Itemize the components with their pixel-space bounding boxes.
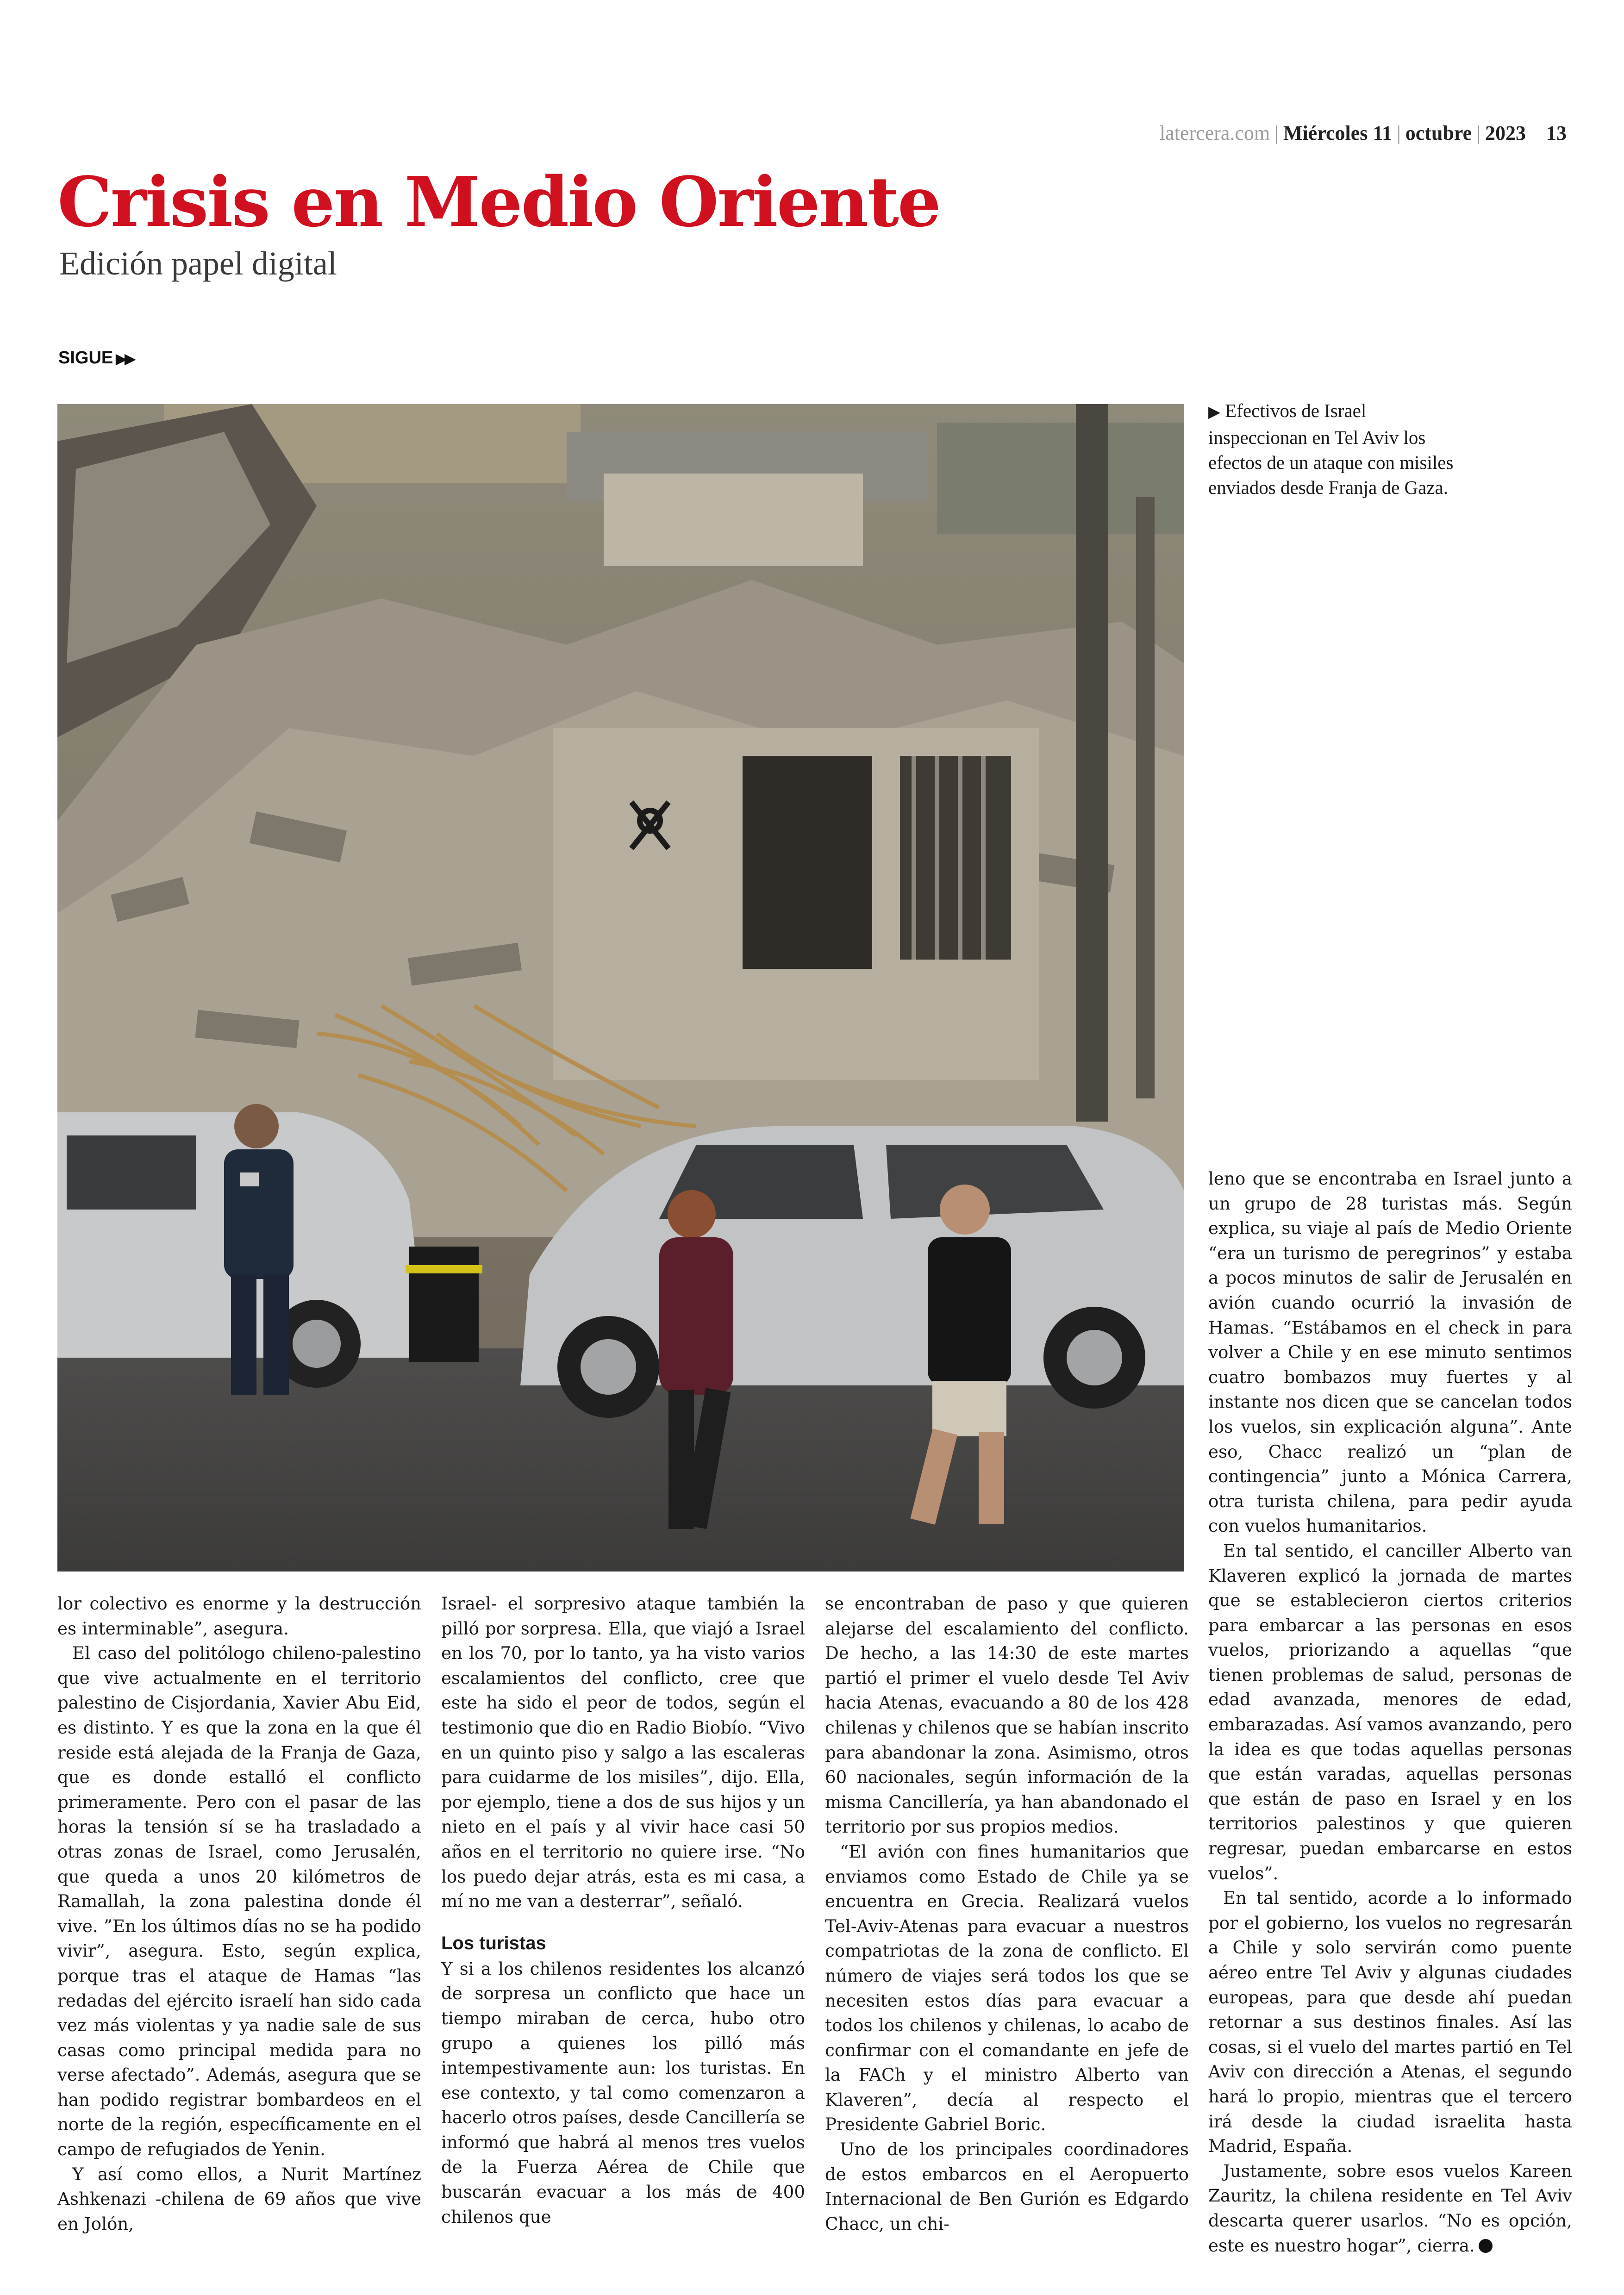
news-photo xyxy=(57,404,1184,1572)
paragraph: El caso del politólogo chileno-palestino que vive actualmente en el territorio palestino de Cisjordania, Xavier Abu Eid, es distinto. Y es que la zona en la que él reside está alejada de la Franja de Gaza, que es donde estalló el conflicto primeramente. Pero con el pasar de las horas la tensión sí se ha trasladado a otras zonas de Israel, como Jerusalén, que queda a unos 20 kilómetros de Ramallah, la zona palestina donde él vive. ”En los últimos días no se ha podido vivir”, asegura. Esto, según explica, porque tras el ataque de Hamas “las redadas del ejército israelí han sido cada vez más violentas y ya nadie sale de sus casas como principal medida para no verse afectado”. Además, asegura que se han podido registrar bombardeos en el norte de la región, específicamente en el campo de refugiados de Yenin. xyxy=(57,1643,421,2160)
section-subtitle: Edición papel digital xyxy=(59,245,337,282)
end-of-article-icon xyxy=(1479,2239,1493,2253)
article-column-4 xyxy=(1208,1166,1572,2258)
article-column-1 xyxy=(57,1591,421,2236)
subhead: Los turistas xyxy=(441,1933,546,1953)
paragraph: se encontraban de paso y que quieren alejarse del escalamiento del conflicto. De hecho, a las 14:30 de este martes partió el primer el vuelo desde Tel Aviv hacia Atenas, evacuando a 80 de los 428 chilenas y chilenos que se habían inscrito para abandonar la zona. Asimismo, otros 60 nacionales, según información de la misma Cancillería, ya han abandonado el territorio por sus propios medios. xyxy=(825,1593,1189,1837)
date-month: octubre xyxy=(1405,122,1472,144)
rubble-street-scene xyxy=(57,404,1184,1572)
paragraph: Uno de los principales coordinadores de estos embarcos en el Aeropuerto Internacional de Ben Gurión es Edgardo Chacc, un chi- xyxy=(825,2139,1189,2234)
date-day: Miércoles 11 xyxy=(1283,122,1392,144)
paragraph: En tal sentido, el canciller Alberto van Klaveren explicó la jornada de martes que se establecieron ciertos criterios para embarcar a las personas en esos vuelos, priorizando a aquellas “que tienen problemas de salud, personas de edad avanzada, menores de edad, embarazadas. Así vamos avanzando, pero la idea es que todas aquellas personas que están varadas, aquellas personas que están de paso en Israel y en los territorios palestinos y que quieren regresar, puedan embarcarse en estos vuelos”. xyxy=(1208,1540,1572,1883)
page-number: 13 xyxy=(1546,122,1567,144)
paragraph: “El avión con fines humanitarios que enviamos como Estado de Chile ya se encuentra en Grecia. Realizará vuelos Tel-Aviv-Atenas para evacuar a nuestros compatriotas de la zona de conflicto. El número de viajes será todos los que se necesiten estos días para evacuar a todos los chilenos y chilenas, lo acabo de confirmar con el comandante en jefe de la FACh y el ministro Alberto van Klaveren”, decía al respecto el Presidente Gabriel Boric. xyxy=(825,1841,1189,2135)
final-paragraph-text: Justamente, sobre esos vuelos Kareen Zauritz, la chilena residente en Tel Aviv descarta querer usarlos. “No es opción, este es nuestro hogar”, cierra. xyxy=(1208,2160,1572,2256)
double-arrow-icon: ▶▶ xyxy=(116,351,134,367)
photo-caption xyxy=(1208,398,1468,500)
page-folio: latercera.com | Miércoles 11 | octubre | 2023 13 xyxy=(1160,122,1567,144)
site-name: latercera.com xyxy=(1160,122,1270,144)
paragraph: lor colectivo es enorme y la destrucción es interminable”, asegura. xyxy=(57,1593,421,1639)
paragraph xyxy=(1208,2159,1572,2258)
date-year: 2023 xyxy=(1485,122,1526,144)
section-title: Crisis en Medio Oriente xyxy=(57,162,940,242)
paragraph: Y si a los chilenos residentes los alcanzó de sorpresa un conflicto que hace un tiempo miraban de cerca, hubo otro grupo a quienes los pilló más intempestivamente aun: los turistas. En ese contexto, y tal como comenzaron a hacerlo otros países, desde Cancillería se informó que habrá al menos tres vuelos de la Fuerza Aérea de Chile que buscarán evacuar a los más de 400 chilenos que xyxy=(441,1958,805,2227)
article-column-3 xyxy=(825,1591,1189,2236)
continues-marker xyxy=(58,348,133,368)
paragraph: En tal sentido, acorde a lo informado por el gobierno, los vuelos no regresarán a Chile y solo servirán como puente aéreo entre Tel Aviv y algunas ciudades europeas, para que desde ahí puedan retornar a sus destinos finales. Así las cosas, si el vuelo del martes partió en Tel Aviv con dirección a Atenas, el segundo hará lo propio, mientras que el tercero irá desde la ciudad israelita hasta Madrid, España. xyxy=(1208,1888,1572,2157)
paragraph: Y así como ellos, a Nurit Martínez Ashkenazi -chilena de 69 años que vive en Jolón, xyxy=(57,2164,421,2234)
caption-triangle-icon: ▶ xyxy=(1208,404,1221,421)
article-column-2 xyxy=(441,1591,805,2229)
paragraph: leno que se encontraba en Israel junto a un grupo de 28 turistas más. Según explica, su viaje al país de Medio Oriente “era un turismo de peregrinos” y estaba a pocos minutos de salir de Jerusalén en avión cuando ocurrió la invasión de Hamas. “Estábamos en el check in para volver a Chile y en ese minuto sentimos cuatro bombazos muy fuertes y al instante nos dicen que se cancelan todos los vuelos, sin explicación alguna”. Ante eso, Chacc realizó un “plan de contingencia” junto a Mónica Carrera, otra turista chilena, para pedir ayuda con vuelos humanitarios. xyxy=(1208,1168,1572,1536)
photo-caption-text: Efectivos de Israel inspeccionan en Tel Aviv los efectos de un ataque con misiles enviados desde Franja de Gaza. xyxy=(1208,400,1454,498)
continues-label: SIGUE xyxy=(58,348,113,368)
paragraph: Israel- el sorpresivo ataque también la pilló por sorpresa. Ella, que viajó a Israel en los 70, por lo tanto, ya ha visto varios escalamientos del conflicto, cree que este ha sido el peor de todos, según el testimonio que dio en Radio Biobío. “Vivo en un quinto piso y salgo a las escaleras para cuidarme de los misiles”, dijo. Ella, por ejemplo, tiene a dos de sus hijos y un nieto en el país y al vivir hace casi 50 años en el territorio no quiere irse. “No los puedo dejar atrás, esta es mi casa, a mí no me van a desterrar”, señaló. xyxy=(441,1593,805,1912)
